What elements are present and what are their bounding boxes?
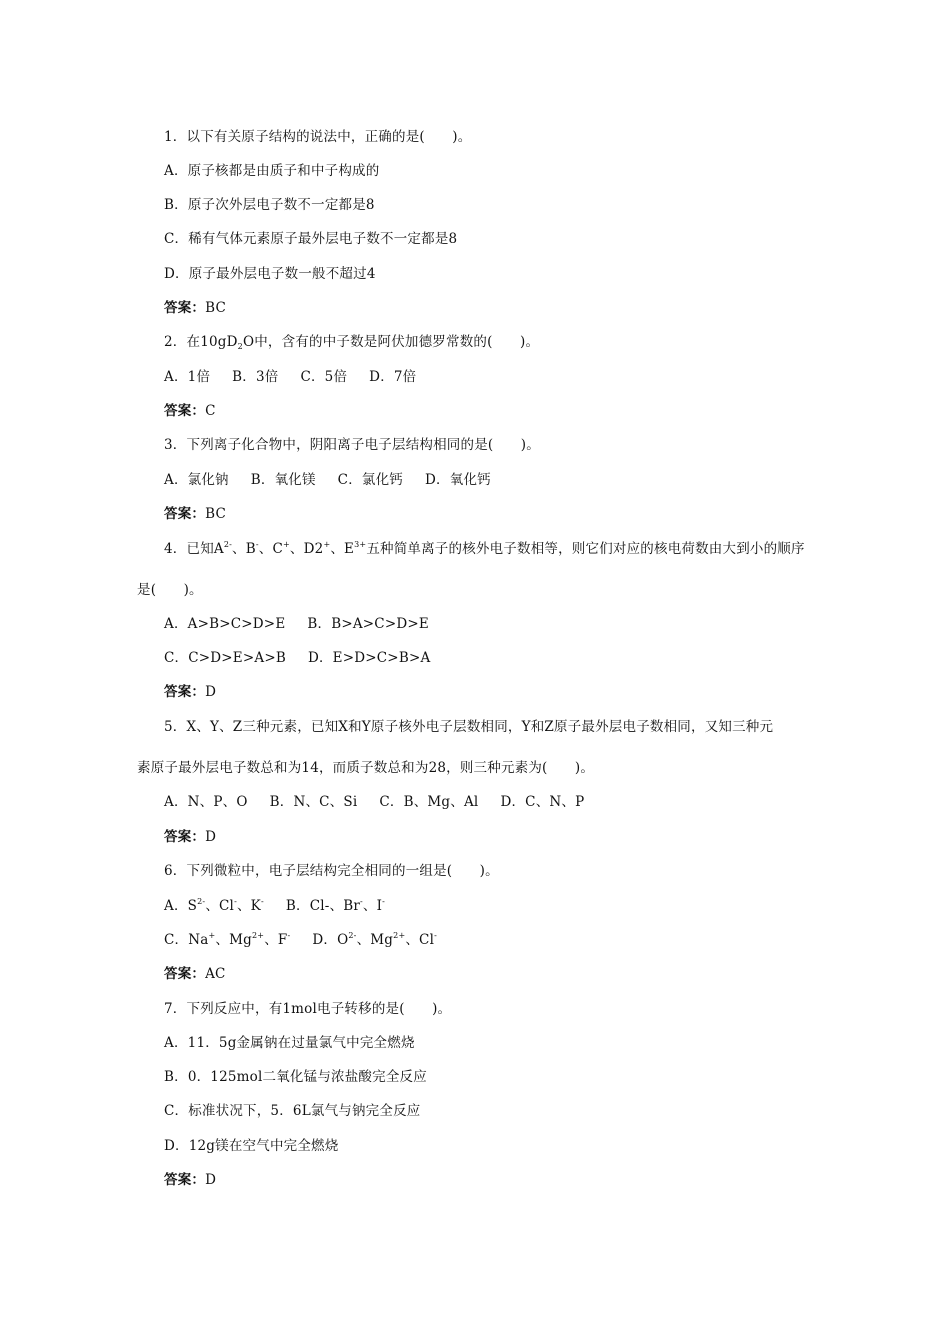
stem-text: 、D2 bbox=[289, 541, 324, 557]
superscript: + bbox=[283, 540, 290, 549]
option-text: C．Na bbox=[164, 932, 209, 948]
answer-label: 答案： bbox=[164, 966, 206, 982]
option-c: C．C>D>E>A>B bbox=[164, 650, 286, 666]
question-6-options-row-2 bbox=[164, 930, 437, 950]
answer-label: 答案： bbox=[164, 684, 206, 700]
question-1-option-b: B．原子次外层电子数不一定都是8 bbox=[164, 197, 375, 213]
option-text: 、K bbox=[236, 898, 261, 914]
question-6-options-row-1 bbox=[164, 896, 385, 916]
option-a: A．N、P、O bbox=[164, 794, 248, 810]
superscript: - bbox=[287, 931, 291, 940]
question-4-stem-continued: 是( )。 bbox=[137, 582, 203, 598]
option-text: 、Cl bbox=[205, 898, 235, 914]
superscript: 3+ bbox=[354, 540, 367, 549]
question-7-option-a: A．11．5g金属钠在过量氯气中完全燃烧 bbox=[164, 1035, 415, 1051]
question-1-option-c: C．稀有气体元素原子最外层电子数不一定都是8 bbox=[164, 231, 458, 247]
superscript: + bbox=[323, 540, 331, 549]
option-text: D．O bbox=[312, 932, 349, 948]
question-7-stem: 7．下列反应中，有1mol电子转移的是( )。 bbox=[164, 1001, 452, 1017]
question-5-options bbox=[164, 792, 584, 812]
question-6-answer bbox=[164, 964, 226, 984]
option-c: C．B、Mg、Al bbox=[379, 794, 479, 810]
option-text: B．Cl-、Br bbox=[285, 898, 360, 914]
question-1-option-d: D．原子最外层电子数一般不超过4 bbox=[164, 266, 376, 282]
question-1-stem: 1．以下有关原子结构的说法中，正确的是( )。 bbox=[164, 129, 472, 145]
superscript: 2- bbox=[223, 540, 233, 549]
subscript: 2 bbox=[237, 342, 243, 351]
answer-value: C bbox=[205, 403, 216, 419]
option-text: A．S bbox=[164, 898, 198, 914]
superscript: - bbox=[260, 897, 264, 906]
stem-text: 、B bbox=[232, 541, 256, 557]
option-a: A．A>B>C>D>E bbox=[164, 616, 286, 632]
question-5-stem-continued: 素原子最外层电子数总和为14，而质子数总和为28，则三种元素为( )。 bbox=[137, 760, 595, 776]
answer-value: D bbox=[205, 829, 217, 845]
superscript: - bbox=[234, 897, 237, 906]
question-6-stem: 6．下列微粒中，电子层结构完全相同的一组是( )。 bbox=[164, 863, 499, 879]
question-1-answer bbox=[164, 298, 226, 318]
question-3-options bbox=[164, 470, 491, 490]
option-d: D．7倍 bbox=[369, 369, 417, 385]
question-2-options bbox=[164, 367, 416, 387]
question-4-stem bbox=[164, 539, 805, 559]
superscript: 2+ bbox=[251, 931, 265, 940]
superscript: - bbox=[359, 897, 363, 906]
superscript: 2+ bbox=[393, 931, 406, 940]
option-b: B．3倍 bbox=[232, 369, 279, 385]
superscript: 2- bbox=[348, 931, 357, 940]
option-d: D．C、N、P bbox=[500, 794, 585, 810]
option-c bbox=[164, 932, 290, 948]
question-3-answer bbox=[164, 504, 226, 524]
stem-text: 、C bbox=[258, 541, 284, 557]
question-1-option-a: A．原子核都是由质子和中子构成的 bbox=[164, 163, 380, 179]
stem-text: O中，含有的中子数是阿伏加德罗常数的( )。 bbox=[242, 334, 540, 350]
question-7-option-b: B．0．125mol二氧化锰与浓盐酸完全反应 bbox=[164, 1069, 427, 1085]
stem-text: 、E bbox=[330, 541, 355, 557]
answer-label: 答案： bbox=[164, 300, 206, 316]
stem-text: 2．在10gD bbox=[164, 334, 238, 350]
answer-value: AC bbox=[205, 966, 226, 982]
option-d bbox=[312, 932, 437, 948]
question-4-options-row-2 bbox=[164, 648, 430, 668]
option-b bbox=[286, 898, 385, 914]
option-c: C．氯化钙 bbox=[337, 472, 404, 488]
superscript: - bbox=[255, 540, 259, 549]
superscript: + bbox=[208, 931, 216, 940]
option-text: 、Mg bbox=[356, 932, 394, 948]
option-text: 、I bbox=[362, 898, 383, 914]
question-5-stem: 5．X、Y、Z三种元素，已知X和Y原子核外电子层数相同，Y和Z原子最外层电子数相同，又知三种元 bbox=[164, 719, 774, 735]
answer-label: 答案： bbox=[164, 403, 206, 419]
option-a: A．氯化钠 bbox=[164, 472, 229, 488]
answer-value: D bbox=[205, 1172, 217, 1188]
answer-value: BC bbox=[205, 506, 227, 522]
question-7-answer bbox=[164, 1170, 216, 1190]
option-d: D．E>D>C>B>A bbox=[307, 650, 431, 666]
option-text: 、Mg bbox=[215, 932, 252, 948]
option-a: A．1倍 bbox=[164, 369, 211, 385]
stem-text: 五种简单离子的核外电子数相等，则它们对应的核电荷数由大到小的顺序 bbox=[366, 541, 805, 557]
answer-label: 答案： bbox=[164, 829, 206, 845]
answer-value: D bbox=[205, 684, 217, 700]
question-7-option-d: D．12g镁在空气中完全燃烧 bbox=[164, 1138, 339, 1154]
option-d: D．氧化钙 bbox=[425, 472, 491, 488]
superscript: 2- bbox=[197, 897, 206, 906]
question-2-answer bbox=[164, 401, 216, 421]
answer-label: 答案： bbox=[164, 506, 206, 522]
question-7-option-c: C．标准状况下，5．6L氯气与钠完全反应 bbox=[164, 1103, 421, 1119]
question-4-options-row-1 bbox=[164, 614, 429, 634]
option-c: C．5倍 bbox=[300, 369, 348, 385]
answer-label: 答案： bbox=[164, 1172, 206, 1188]
question-5-answer bbox=[164, 827, 216, 847]
answer-value: BC bbox=[205, 300, 227, 316]
stem-text: 4．已知A bbox=[164, 541, 224, 557]
question-3-stem: 3．下列离子化合物中，阴阳离子电子层结构相同的是( )。 bbox=[164, 437, 540, 453]
option-b: B．氧化镁 bbox=[250, 472, 316, 488]
question-2-stem bbox=[164, 332, 539, 352]
option-b: B．B>A>C>D>E bbox=[307, 616, 429, 632]
superscript: - bbox=[434, 931, 438, 940]
option-text: 、F bbox=[264, 932, 288, 948]
option-a bbox=[164, 898, 264, 914]
option-b: B．N、C、Si bbox=[269, 794, 358, 810]
superscript: - bbox=[382, 897, 386, 906]
question-4-answer bbox=[164, 682, 216, 702]
option-text: 、Cl bbox=[405, 932, 435, 948]
